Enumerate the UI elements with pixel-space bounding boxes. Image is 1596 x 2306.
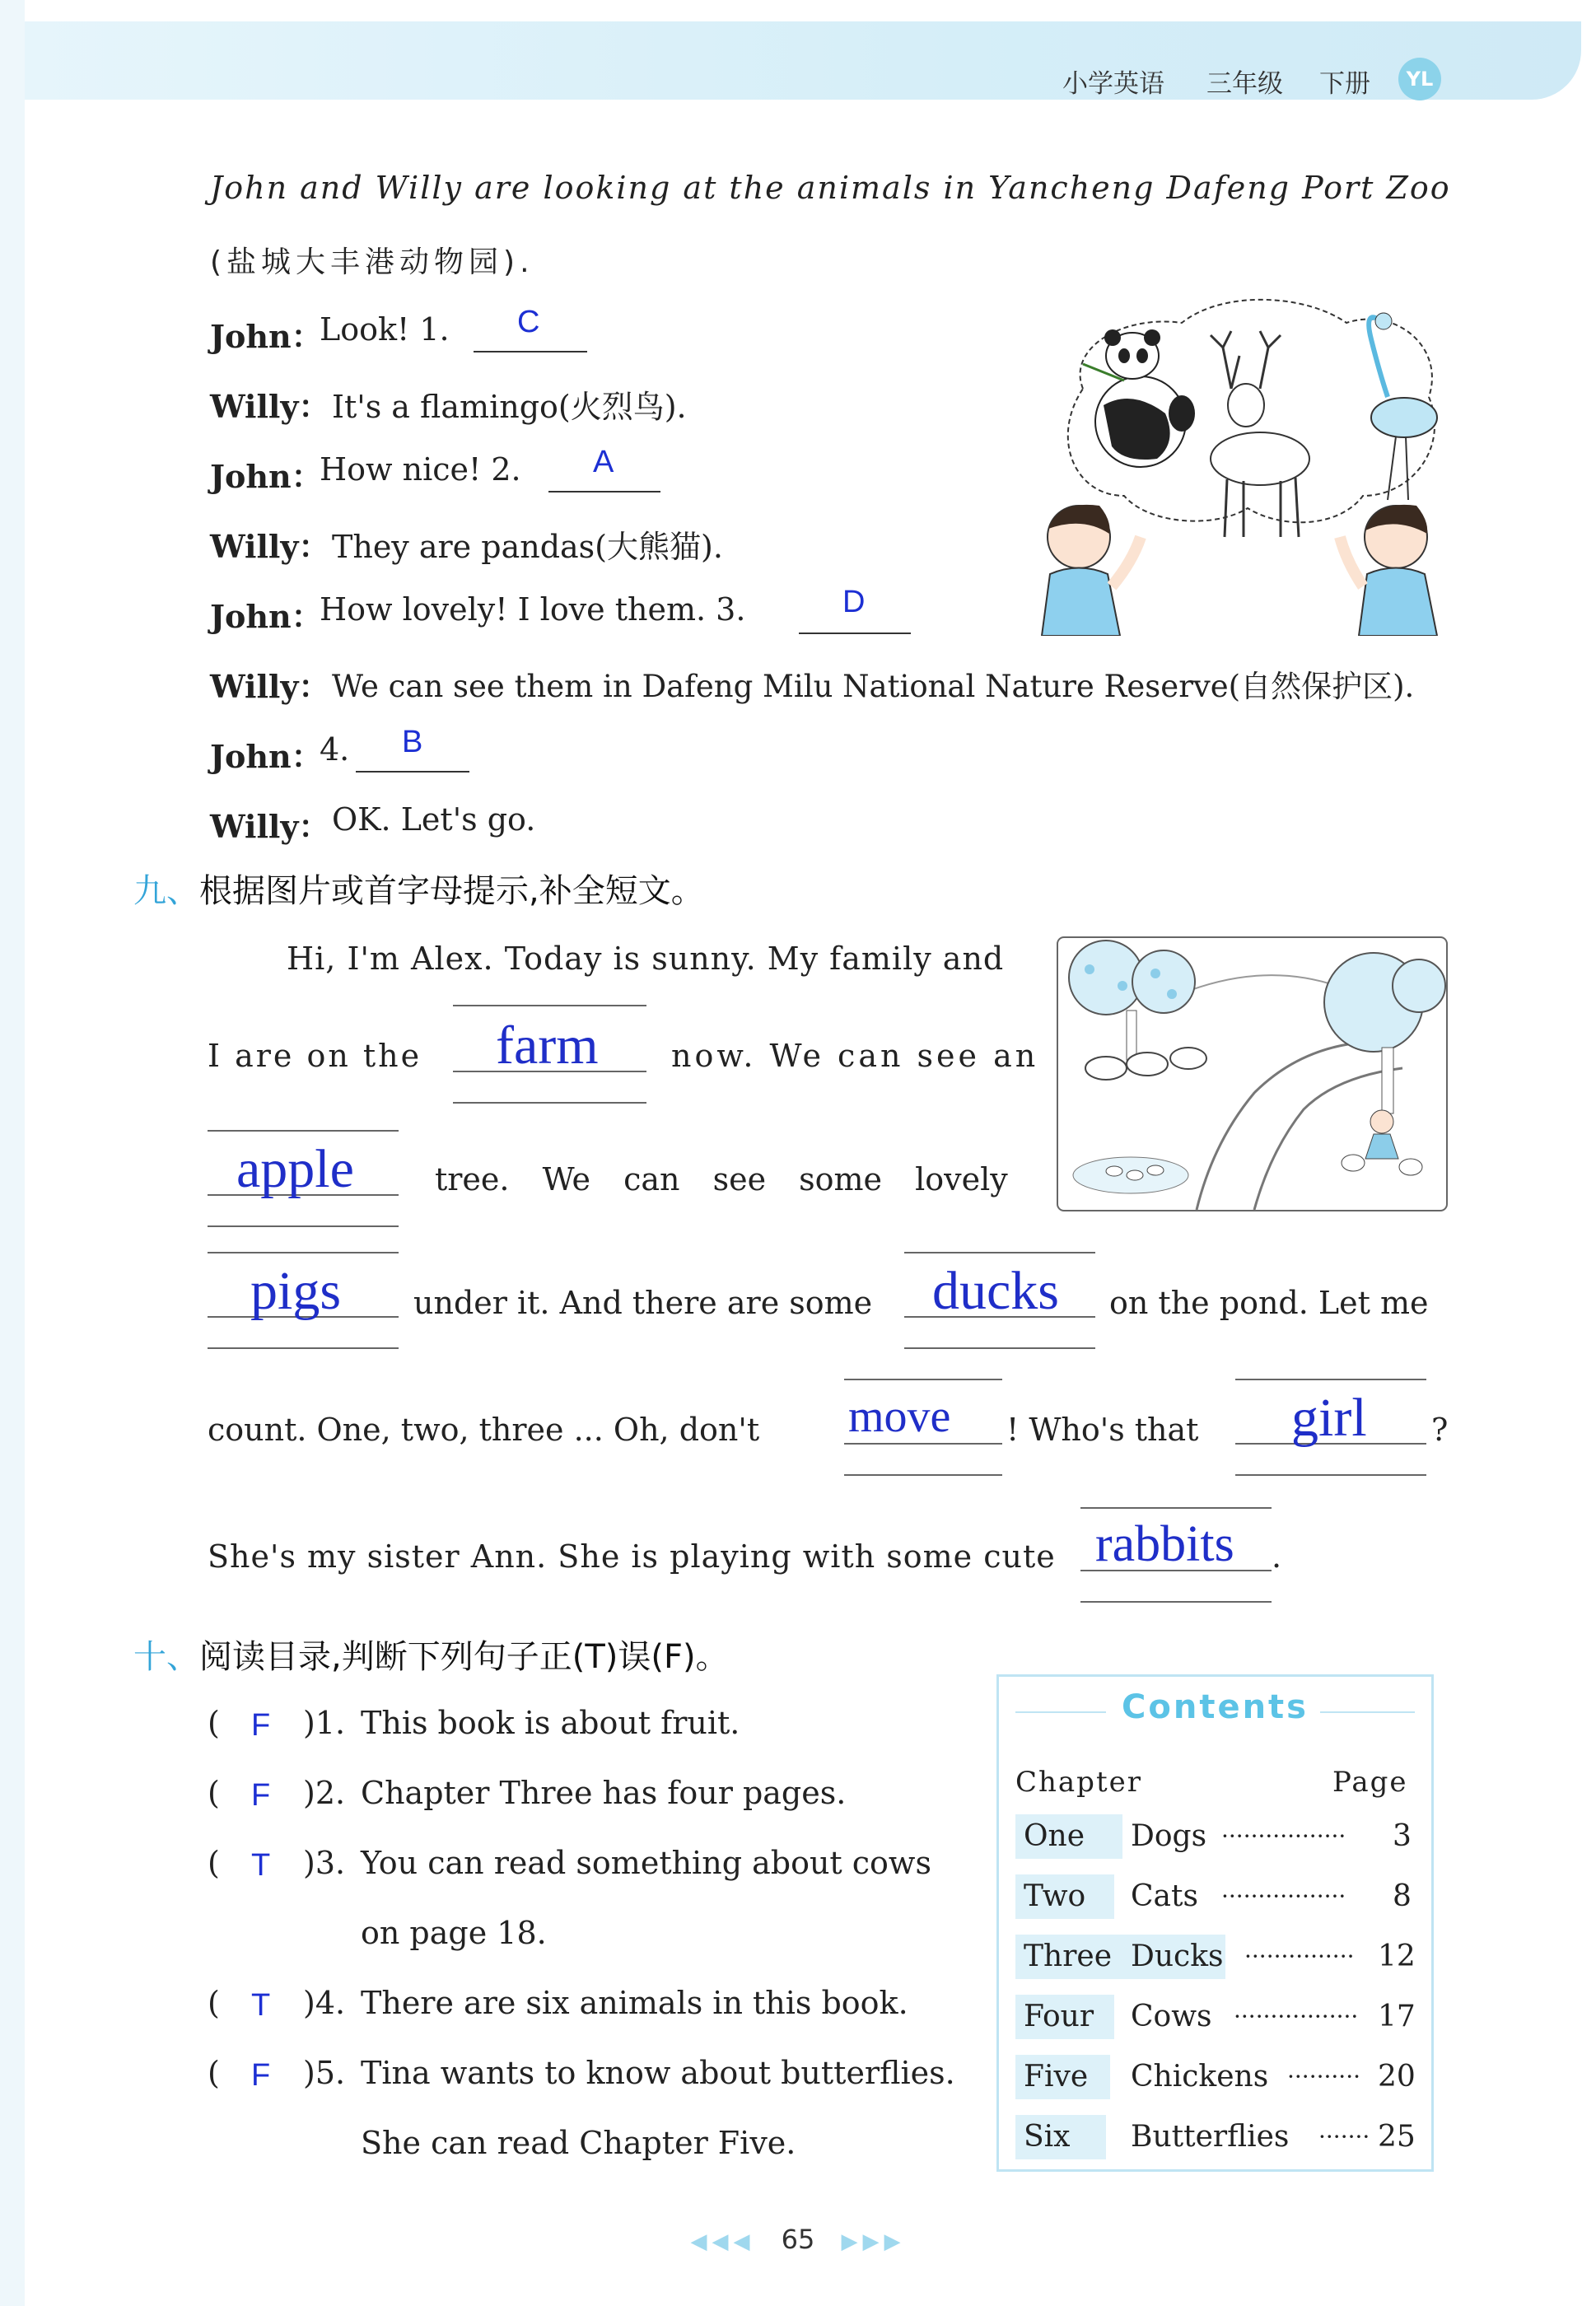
four-line-top <box>208 1130 399 1132</box>
answer-4: B <box>402 725 423 759</box>
page-edge <box>0 0 25 2306</box>
four-line-top <box>453 1005 646 1006</box>
paren-open: ( <box>208 1985 220 2021</box>
contents-chapter-name: Cows <box>1131 2000 1212 2033</box>
answer-girl: girl <box>1291 1388 1367 1448</box>
answer-farm: farm <box>496 1015 599 1076</box>
contents-page-num: 20 <box>1378 2060 1416 2094</box>
contents-leader-dots: ················· <box>1221 1823 1346 1850</box>
speaker-john: John： <box>210 458 323 495</box>
tf-answer-5: F <box>251 2058 271 2093</box>
answer-blank-1 <box>474 351 587 352</box>
contents-chapter-num: Five <box>1024 2060 1089 2094</box>
contents-page-num: 17 <box>1378 2000 1416 2033</box>
answer-line-move <box>844 1443 1002 1445</box>
dialogue-text-7: 4. <box>320 731 350 768</box>
speaker-willy: Willy： <box>210 388 330 425</box>
answer-rabbits: rabbits <box>1095 1516 1234 1572</box>
four-line-bottom <box>453 1102 646 1104</box>
page-number: 65 <box>781 2224 815 2255</box>
right-arrows-icon: ▶▶▶ <box>841 2229 906 2254</box>
intro-line-1: John and Willy are looking at the animals in Yancheng Dafeng Port Zoo <box>210 170 1451 206</box>
tf-num-3: )3. <box>303 1845 346 1881</box>
tf-answer-3: T <box>251 1848 271 1883</box>
speaker-willy: Willy： <box>210 808 330 845</box>
contents-title: Contents <box>1122 1688 1309 1726</box>
contents-page-num: 12 <box>1378 1940 1416 1973</box>
paren-open: ( <box>208 2055 220 2091</box>
header-volume: 下册 <box>1319 69 1370 99</box>
section-9-heading <box>133 865 704 912</box>
contents-row <box>1015 1935 1419 1982</box>
four-line-top <box>208 1252 399 1253</box>
dialogue-text-1: Look! 1. <box>320 311 450 348</box>
tf-answer-1: F <box>251 1708 271 1743</box>
zoo-animals-illustration <box>1034 290 1449 636</box>
header-grade: 三年级 <box>1206 69 1283 99</box>
intro-line-2: (盐城大丰港动物园). <box>210 245 534 279</box>
passage-line-6a: She's my sister Ann. She is playing with some cute <box>208 1538 1056 1575</box>
tf-answer-4: T <box>251 1988 271 2023</box>
answer-2: A <box>593 445 614 479</box>
section-10-number: 十、 <box>133 1638 199 1676</box>
speaker-john: John： <box>210 318 323 355</box>
contents-leader-dots: ··············· <box>1244 1943 1355 1970</box>
tf-text-4: There are six animals in this book. <box>361 1985 908 2021</box>
answer-blank-2 <box>548 491 660 492</box>
passage-line-1: Hi, I'm Alex. Today is sunny. My family and <box>287 941 1005 977</box>
header-subject: 小学英语 <box>1062 69 1164 99</box>
contents-col-page: Page <box>1332 1766 1408 1799</box>
contents-leader-dots: ······· <box>1318 2123 1370 2150</box>
dialogue-text-6: We can see them in Dafeng Milu National Nature Reserve(自然保护区). <box>332 669 1415 704</box>
tf-answer-2: F <box>251 1778 271 1813</box>
contents-col-chapter: Chapter <box>1015 1766 1142 1799</box>
tf-text-2: Chapter Three has four pages. <box>361 1775 847 1811</box>
tf-num-1: )1. <box>303 1705 346 1741</box>
paren-open: ( <box>208 1845 220 1881</box>
section-9-number: 九、 <box>133 872 199 910</box>
passage-line-4a: under it. And there are some <box>413 1285 873 1321</box>
answer-blank-3 <box>799 633 911 634</box>
passage-line-4b: on the pond. Let me <box>1109 1285 1429 1321</box>
four-line-bottom <box>904 1347 1095 1349</box>
contents-chapter-name: Dogs <box>1131 1819 1207 1853</box>
passage-line-5b: ! Who's that <box>1006 1412 1199 1448</box>
dialogue-text-4: They are pandas(大熊猫). <box>332 529 723 565</box>
contents-box <box>996 1674 1434 2172</box>
dialogue-text-2: It's a flamingo(火烈鸟). <box>332 389 687 425</box>
passage-line-3: tree. We can see some lovely <box>435 1161 1008 1197</box>
four-line-top <box>1080 1507 1272 1509</box>
ducks-pond-icon <box>1073 1157 1188 1193</box>
passage-line-6b: . <box>1272 1538 1282 1575</box>
boy-john-icon <box>1042 505 1141 636</box>
paren-open: ( <box>208 1775 220 1811</box>
four-line-top <box>844 1379 1002 1380</box>
dialogue-text-3: How nice! 2. <box>320 451 521 488</box>
contents-page-num: 8 <box>1393 1879 1412 1913</box>
four-line-bottom <box>208 1347 399 1349</box>
contents-chapter-name: Ducks <box>1131 1940 1224 1973</box>
tf-text-1: This book is about fruit. <box>361 1705 740 1741</box>
contents-row <box>1015 1874 1419 1922</box>
speaker-john: John： <box>210 738 323 775</box>
boy-willy-icon <box>1340 505 1437 636</box>
tf-num-5: )5. <box>303 2055 346 2091</box>
left-arrows-icon: ◀◀◀ <box>690 2229 755 2254</box>
contents-leader-dots: ················· <box>1234 2003 1359 2030</box>
tf-text-3: You can read something about cows <box>361 1845 931 1881</box>
contents-chapter-num: One <box>1024 1819 1085 1853</box>
contents-row <box>1015 2115 1419 2163</box>
contents-page-num: 25 <box>1378 2120 1416 2154</box>
contents-page-num: 3 <box>1393 1819 1412 1853</box>
tf-text-3b: on page 18. <box>361 1915 547 1951</box>
contents-chapter-name: Cats <box>1131 1879 1198 1913</box>
contents-chapter-num: Three <box>1024 1940 1113 1973</box>
farm-illustration <box>1057 936 1448 1211</box>
tf-num-2: )2. <box>303 1775 346 1811</box>
dialogue-text-5: How lovely! I love them. 3. <box>320 591 746 628</box>
speaker-john: John： <box>210 598 323 635</box>
answer-move: move <box>848 1391 951 1442</box>
four-line-bottom <box>1235 1474 1426 1476</box>
answer-1: C <box>517 305 540 339</box>
contents-chapter-num: Two <box>1024 1879 1086 1913</box>
contents-row <box>1015 1814 1419 1862</box>
contents-chapter-name: Chickens <box>1131 2060 1269 2094</box>
contents-row <box>1015 1995 1419 2042</box>
answer-ducks: ducks <box>932 1261 1059 1321</box>
four-line-top <box>1235 1379 1426 1380</box>
contents-leader-dots: ················· <box>1221 1883 1346 1910</box>
four-line-bottom <box>844 1474 1002 1476</box>
contents-chapter-num: Six <box>1024 2120 1071 2154</box>
header-badge: YL <box>1398 58 1441 100</box>
tf-text-5b: She can read Chapter Five. <box>361 2125 796 2161</box>
contents-chapter-num: Four <box>1024 2000 1094 2033</box>
contents-leader-dots: ·········· <box>1287 2063 1361 2090</box>
four-line-top <box>904 1252 1095 1253</box>
speaker-willy: Willy： <box>210 668 330 705</box>
section-9-title: 根据图片或首字母提示,补全短文。 <box>199 872 704 910</box>
contents-row <box>1015 2055 1419 2103</box>
section-10-title: 阅读目录,判断下列句子正(T)误(F)。 <box>199 1638 729 1676</box>
four-line-bottom <box>1080 1601 1272 1603</box>
passage-line-2b: now. We can see an <box>671 1038 1039 1074</box>
paren-open: ( <box>208 1705 220 1741</box>
speaker-willy: Willy： <box>210 528 330 565</box>
page-footer <box>0 2224 1596 2255</box>
answer-3: D <box>842 585 866 619</box>
tf-text-5: Tina wants to know about butterflies. <box>361 2055 955 2091</box>
dialogue-text-8: OK. Let's go. <box>332 801 536 838</box>
four-line-bottom <box>208 1225 399 1227</box>
passage-line-5c: ? <box>1431 1412 1449 1448</box>
passage-line-2a: I are on the <box>208 1038 422 1074</box>
contents-chapter-name: Butterflies <box>1131 2120 1290 2154</box>
section-10-heading <box>133 1631 729 1678</box>
answer-blank-4 <box>356 771 469 773</box>
passage-line-5a: count. One, two, three ... Oh, don't <box>208 1412 760 1448</box>
tf-num-4: )4. <box>303 1985 346 2021</box>
answer-pigs: pigs <box>250 1261 342 1321</box>
answer-apple: apple <box>236 1139 354 1199</box>
